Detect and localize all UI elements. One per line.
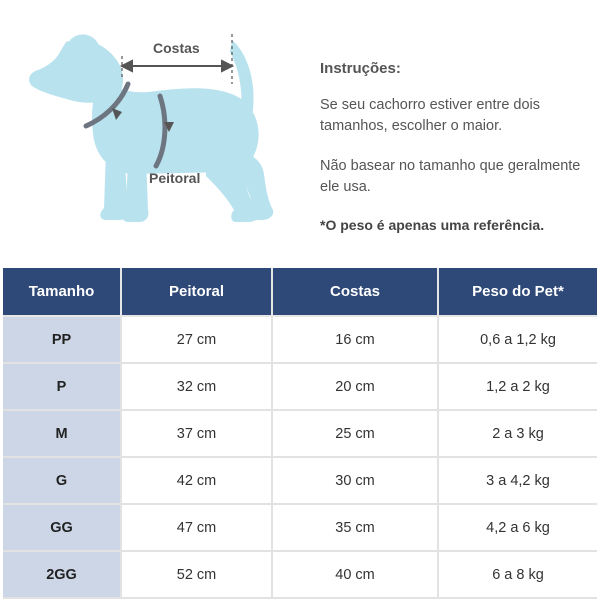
- back-label: Costas: [153, 40, 200, 56]
- header-back: Costas: [273, 268, 439, 317]
- back-cell: 25 cm: [273, 411, 439, 458]
- size-cell: GG: [3, 505, 122, 552]
- size-table: [3, 268, 597, 599]
- header-size: Tamanho: [3, 268, 122, 317]
- weight-cell: 6 a 8 kg: [439, 552, 597, 599]
- chest-cell: 52 cm: [122, 552, 273, 599]
- table-row: [3, 364, 597, 411]
- back-cell: 40 cm: [273, 552, 439, 599]
- size-cell: PP: [3, 317, 122, 364]
- header-weight: Peso do Pet*: [439, 268, 597, 317]
- weight-cell: 3 a 4,2 kg: [439, 458, 597, 505]
- instructions-title: Instruções:: [320, 60, 401, 77]
- chest-cell: 37 cm: [122, 411, 273, 458]
- chest-cell: 47 cm: [122, 505, 273, 552]
- back-measure-arrow-icon: [122, 61, 232, 71]
- chest-cell: 32 cm: [122, 364, 273, 411]
- instructions-paragraph-1: Se seu cachorro estiver entre dois tamanhos, escolher o maior.: [320, 97, 541, 134]
- size-cell: M: [3, 411, 122, 458]
- instructions-panel: [320, 60, 590, 233]
- size-cell: G: [3, 458, 122, 505]
- table-row: [3, 458, 597, 505]
- dog-measurement-diagram: [0, 0, 300, 268]
- table-row: [3, 505, 597, 552]
- weight-cell: 2 a 3 kg: [439, 411, 597, 458]
- size-table-header-row: [3, 268, 597, 317]
- weight-cell: 0,6 a 1,2 kg: [439, 317, 597, 364]
- back-cell: 35 cm: [273, 505, 439, 552]
- chest-cell: 42 cm: [122, 458, 273, 505]
- size-table-wrapper: [3, 268, 597, 600]
- instructions-paragraph-2: Não basear no tamanho que geralmente ele usa.: [320, 158, 581, 195]
- weight-reference-note: *O peso é apenas uma referência.: [320, 217, 545, 233]
- table-row: [3, 552, 597, 599]
- chest-label: Peitoral: [149, 170, 201, 186]
- size-guide-top: [0, 0, 600, 268]
- back-cell: 16 cm: [273, 317, 439, 364]
- size-cell: P: [3, 364, 122, 411]
- table-row: [3, 411, 597, 458]
- weight-cell: 4,2 a 6 kg: [439, 505, 597, 552]
- dog-illustration: [0, 0, 300, 268]
- back-cell: 30 cm: [273, 458, 439, 505]
- weight-cell: 1,2 a 2 kg: [439, 364, 597, 411]
- back-cell: 20 cm: [273, 364, 439, 411]
- header-chest: Peitoral: [122, 268, 273, 317]
- size-cell: 2GG: [3, 552, 122, 599]
- table-row: [3, 317, 597, 364]
- chest-cell: 27 cm: [122, 317, 273, 364]
- dog-silhouette-icon: [29, 34, 273, 222]
